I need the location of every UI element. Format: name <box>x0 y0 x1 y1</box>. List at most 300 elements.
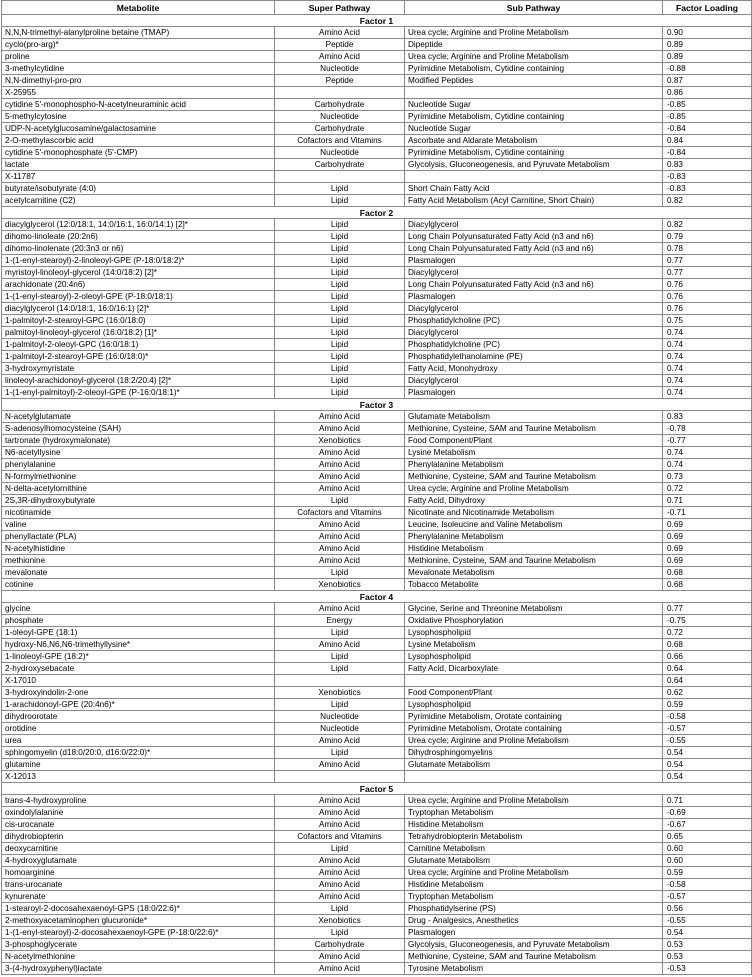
sub-pathway-cell: Glutamate Metabolism <box>405 411 663 423</box>
metabolite-cell: 1-palmitoyl-2-oleoyl-GPC (16:0/18:1) <box>2 339 275 351</box>
table-row <box>2 615 752 627</box>
sub-pathway-cell: Pyrimidine Metabolism, Orotate containing <box>405 723 663 735</box>
table-row <box>2 699 752 711</box>
factor-loading-cell: 0.68 <box>663 639 752 651</box>
metabolite-cell: sphingomyelin (d18:0/20:0, d16:0/22:0)* <box>2 747 275 759</box>
metabolite-cell: 2-hydroxysebacate <box>2 663 275 675</box>
super-pathway-cell: Amino Acid <box>275 543 405 555</box>
factor-loading-cell: 0.86 <box>663 87 752 99</box>
table-row <box>2 603 752 615</box>
sub-pathway-cell: Glycine, Serine and Threonine Metabolism <box>405 603 663 615</box>
super-pathway-cell: Amino Acid <box>275 483 405 495</box>
metabolite-cell: N6-acetyllysine <box>2 447 275 459</box>
metabolite-cell: 1-(1-enyl-stearoyl)-2-linoleoyl-GPE (P-18:0/18:2)* <box>2 255 275 267</box>
super-pathway-cell: Xenobiotics <box>275 579 405 591</box>
table-row <box>2 75 752 87</box>
sub-pathway-cell: Long Chain Polyunsaturated Fatty Acid (n3 and n6) <box>405 243 663 255</box>
super-pathway-cell: Amino Acid <box>275 807 405 819</box>
factor-loading-cell: -0.71 <box>663 507 752 519</box>
factor-group-title: Factor 4 <box>2 591 752 603</box>
factor-loading-cell: 0.77 <box>663 255 752 267</box>
metabolite-cell: acetylcarnitine (C2) <box>2 195 275 207</box>
sub-pathway-cell: Urea cycle; Arginine and Proline Metabolism <box>405 27 663 39</box>
col-header-super-pathway: Super Pathway <box>275 1 405 15</box>
metabolite-cell: phenylalanine <box>2 459 275 471</box>
factor-loading-cell: 0.71 <box>663 795 752 807</box>
factor-loading-cell: 0.71 <box>663 495 752 507</box>
table-row <box>2 915 752 927</box>
factor-loading-cell: -0.69 <box>663 807 752 819</box>
metabolite-cell: proline <box>2 51 275 63</box>
factor-loading-cell: 0.74 <box>663 363 752 375</box>
factor-loading-cell: 0.64 <box>663 675 752 687</box>
super-pathway-cell: Lipid <box>275 351 405 363</box>
sub-pathway-cell: Fatty Acid, Monohydroxy <box>405 363 663 375</box>
super-pathway-cell <box>275 87 405 99</box>
super-pathway-cell: Lipid <box>275 843 405 855</box>
factor-loading-cell: 0.69 <box>663 519 752 531</box>
super-pathway-cell: Lipid <box>275 927 405 939</box>
sub-pathway-cell: Oxidative Phosphorylation <box>405 615 663 627</box>
sub-pathway-cell: Glutamate Metabolism <box>405 759 663 771</box>
super-pathway-cell: Nucleotide <box>275 711 405 723</box>
factor-loading-cell: 0.74 <box>663 339 752 351</box>
super-pathway-cell: Lipid <box>275 183 405 195</box>
table-row <box>2 531 752 543</box>
sub-pathway-cell: Fatty Acid, Dicarboxylate <box>405 663 663 675</box>
super-pathway-cell: Amino Acid <box>275 603 405 615</box>
metabolite-cell: N,N,N-trimethyl-alanylproline betaine (TMAP) <box>2 27 275 39</box>
sub-pathway-cell: Plasmalogen <box>405 291 663 303</box>
metabolite-cell: diacylglycerol (14:0/18:1, 16:0/16:1) [2]* <box>2 303 275 315</box>
factor-loading-table <box>1 0 752 975</box>
factor-loading-cell: -0.53 <box>663 963 752 975</box>
super-pathway-cell: Lipid <box>275 339 405 351</box>
factor-loading-cell: 0.66 <box>663 651 752 663</box>
sub-pathway-cell: Diacylglycerol <box>405 267 663 279</box>
sub-pathway-cell: Phosphatidylcholine (PC) <box>405 339 663 351</box>
metabolite-cell: 1-(1-enyl-palmitoyl)-2-oleoyl-GPE (P-16:0/18:1)* <box>2 387 275 399</box>
super-pathway-cell: Amino Acid <box>275 759 405 771</box>
metabolite-cell: dihomo-linoleate (20:2n6) <box>2 231 275 243</box>
factor-loading-cell: -0.84 <box>663 123 752 135</box>
super-pathway-cell: Nucleotide <box>275 63 405 75</box>
sub-pathway-cell: Lysophospholipid <box>405 699 663 711</box>
table-row <box>2 303 752 315</box>
super-pathway-cell: Peptide <box>275 39 405 51</box>
super-pathway-cell: Lipid <box>275 195 405 207</box>
table-row <box>2 351 752 363</box>
super-pathway-cell: Lipid <box>275 387 405 399</box>
factor-loading-cell: -0.88 <box>663 63 752 75</box>
sub-pathway-cell: Fatty Acid, Dihydroxy <box>405 495 663 507</box>
table-row <box>2 759 752 771</box>
factor-loading-cell: -0.84 <box>663 147 752 159</box>
table-row <box>2 663 752 675</box>
factor-loading-cell: 0.74 <box>663 351 752 363</box>
metabolite-cell: 3-methylcytidine <box>2 63 275 75</box>
super-pathway-cell: Lipid <box>275 279 405 291</box>
super-pathway-cell: Lipid <box>275 363 405 375</box>
table-row <box>2 951 752 963</box>
metabolite-cell: trans-4-hydroxyproline <box>2 795 275 807</box>
sub-pathway-cell: Plasmalogen <box>405 387 663 399</box>
sub-pathway-cell <box>405 171 663 183</box>
super-pathway-cell: Amino Acid <box>275 459 405 471</box>
metabolite-cell: cyclo(pro-arg)* <box>2 39 275 51</box>
factor-loading-cell: 0.87 <box>663 75 752 87</box>
metabolite-cell: glutamine <box>2 759 275 771</box>
super-pathway-cell: Amino Acid <box>275 819 405 831</box>
factor-loading-cell: 0.76 <box>663 303 752 315</box>
sub-pathway-cell: Nucleotide Sugar <box>405 99 663 111</box>
factor-loading-cell: -0.57 <box>663 723 752 735</box>
table-row <box>2 411 752 423</box>
metabolite-cell: linoleoyl-arachidonoyl-glycerol (18:2/20:4) [2]* <box>2 375 275 387</box>
metabolite-cell: X-12013 <box>2 771 275 783</box>
sub-pathway-cell: Leucine, Isoleucine and Valine Metabolism <box>405 519 663 531</box>
super-pathway-cell: Lipid <box>275 651 405 663</box>
factor-loading-cell: 0.74 <box>663 327 752 339</box>
table-row <box>2 195 752 207</box>
super-pathway-cell: Lipid <box>275 495 405 507</box>
metabolite-cell: nicotinamide <box>2 507 275 519</box>
factor-loading-cell: -0.75 <box>663 615 752 627</box>
factor-loading-cell: 0.59 <box>663 867 752 879</box>
factor-loading-cell: -0.85 <box>663 99 752 111</box>
factor-loading-cell: 0.69 <box>663 555 752 567</box>
super-pathway-cell: Amino Acid <box>275 867 405 879</box>
super-pathway-cell: Amino Acid <box>275 411 405 423</box>
factor-loading-cell: -0.55 <box>663 735 752 747</box>
metabolite-cell: 1-oleoyl-GPE (18:1) <box>2 627 275 639</box>
factor-group-title: Factor 2 <box>2 207 752 219</box>
super-pathway-cell: Amino Acid <box>275 51 405 63</box>
table-row <box>2 939 752 951</box>
metabolite-cell: UDP-N-acetylglucosamine/galactosamine <box>2 123 275 135</box>
sub-pathway-cell: Tyrosine Metabolism <box>405 963 663 975</box>
metabolite-cell: X-25955 <box>2 87 275 99</box>
super-pathway-cell: Carbohydrate <box>275 159 405 171</box>
super-pathway-cell: Nucleotide <box>275 111 405 123</box>
table-row <box>2 831 752 843</box>
super-pathway-cell: Amino Acid <box>275 879 405 891</box>
metabolite-cell: dihydroorotate <box>2 711 275 723</box>
table-row <box>2 111 752 123</box>
metabolite-cell: cotinine <box>2 579 275 591</box>
sub-pathway-cell: Drug - Analgesics, Anesthetics <box>405 915 663 927</box>
sub-pathway-cell: Short Chain Fatty Acid <box>405 183 663 195</box>
super-pathway-cell: Amino Acid <box>275 795 405 807</box>
super-pathway-cell: Lipid <box>275 231 405 243</box>
table-row <box>2 471 752 483</box>
col-header-factor-loading: Factor Loading <box>663 1 752 15</box>
table-row <box>2 39 752 51</box>
table-row <box>2 315 752 327</box>
sub-pathway-cell: Histidine Metabolism <box>405 819 663 831</box>
factor-loading-cell: -0.83 <box>663 183 752 195</box>
factor-loading-cell: -0.55 <box>663 915 752 927</box>
metabolite-cell: methionine <box>2 555 275 567</box>
table-row <box>2 519 752 531</box>
super-pathway-cell: Amino Acid <box>275 27 405 39</box>
factor-group-header <box>2 783 752 795</box>
sub-pathway-cell: Phenylalanine Metabolism <box>405 531 663 543</box>
factor-group-header <box>2 591 752 603</box>
table-row <box>2 567 752 579</box>
super-pathway-cell: Amino Acid <box>275 447 405 459</box>
metabolite-cell: S-adenosylhomocysteine (SAH) <box>2 423 275 435</box>
table-row <box>2 375 752 387</box>
super-pathway-cell: Amino Acid <box>275 963 405 975</box>
factor-loading-cell: 0.56 <box>663 903 752 915</box>
table-row <box>2 171 752 183</box>
table-row <box>2 891 752 903</box>
metabolite-cell: phenyllactate (PLA) <box>2 531 275 543</box>
metabolite-cell: valine <box>2 519 275 531</box>
sub-pathway-cell: Long Chain Polyunsaturated Fatty Acid (n3 and n6) <box>405 231 663 243</box>
factor-loading-cell: 0.72 <box>663 483 752 495</box>
factor-loading-cell: 0.83 <box>663 159 752 171</box>
table-row <box>2 687 752 699</box>
sub-pathway-cell: Urea cycle; Arginine and Proline Metabolism <box>405 795 663 807</box>
table-row <box>2 147 752 159</box>
super-pathway-cell: Xenobiotics <box>275 687 405 699</box>
metabolite-cell: 3-phosphoglycerate <box>2 939 275 951</box>
sub-pathway-cell: Tryptophan Metabolism <box>405 891 663 903</box>
metabolite-cell: 2-methoxyacetaminophen glucuronide* <box>2 915 275 927</box>
super-pathway-cell: Cofactors and Vitamins <box>275 831 405 843</box>
metabolite-cell: N,N-dimethyl-pro-pro <box>2 75 275 87</box>
sub-pathway-cell: Lysine Metabolism <box>405 639 663 651</box>
table-row <box>2 543 752 555</box>
metabolite-cell: N-acetylmethionine <box>2 951 275 963</box>
table-row <box>2 819 752 831</box>
table-row <box>2 927 752 939</box>
metabolite-cell: 1-palmitoyl-2-stearoyl-GPE (16:0/18:0)* <box>2 351 275 363</box>
table-row <box>2 63 752 75</box>
metabolite-cell: cis-urocanate <box>2 819 275 831</box>
table-row <box>2 903 752 915</box>
metabolite-cell: palmitoyl-linoleoyl-glycerol (16:0/18:2) [1]* <box>2 327 275 339</box>
table-row <box>2 51 752 63</box>
super-pathway-cell: Amino Acid <box>275 891 405 903</box>
table-row <box>2 255 752 267</box>
metabolite-cell: 1-(1-enyl-stearoyl)-2-docosahexaenoyl-GPE (P-18:0/22:6)* <box>2 927 275 939</box>
sub-pathway-cell: Fatty Acid Metabolism (Acyl Carnitine, Short Chain) <box>405 195 663 207</box>
table-row <box>2 219 752 231</box>
super-pathway-cell: Cofactors and Vitamins <box>275 135 405 147</box>
factor-loading-cell: 0.68 <box>663 579 752 591</box>
metabolite-cell: deoxycarnitine <box>2 843 275 855</box>
metabolite-cell: X-17010 <box>2 675 275 687</box>
table-row <box>2 627 752 639</box>
table-row <box>2 123 752 135</box>
sub-pathway-cell: Urea cycle; Arginine and Proline Metabolism <box>405 51 663 63</box>
super-pathway-cell: Nucleotide <box>275 147 405 159</box>
table-row <box>2 99 752 111</box>
factor-loading-cell: 0.76 <box>663 279 752 291</box>
super-pathway-cell: Amino Acid <box>275 855 405 867</box>
metabolite-cell: 1-linoleoyl-GPE (18:2)* <box>2 651 275 663</box>
sub-pathway-cell: Methionine, Cysteine, SAM and Taurine Metabolism <box>405 423 663 435</box>
metabolite-cell: 5-methylcytosine <box>2 111 275 123</box>
super-pathway-cell: Lipid <box>275 699 405 711</box>
sub-pathway-cell: Phosphatidylethanolamine (PE) <box>405 351 663 363</box>
super-pathway-cell: Cofactors and Vitamins <box>275 507 405 519</box>
metabolite-cell: 4-hydroxyglutamate <box>2 855 275 867</box>
factor-loading-cell: 0.74 <box>663 387 752 399</box>
metabolite-cell: homoarginine <box>2 867 275 879</box>
metabolite-cell: glycine <box>2 603 275 615</box>
factor-loading-cell: 0.62 <box>663 687 752 699</box>
factor-loading-cell: 0.79 <box>663 231 752 243</box>
table-row <box>2 387 752 399</box>
sub-pathway-cell: Histidine Metabolism <box>405 879 663 891</box>
factor-loading-cell: 0.69 <box>663 543 752 555</box>
factor-loading-cell: 0.77 <box>663 267 752 279</box>
metabolite-cell: 1-palmitoyl-2-stearoyl-GPC (16:0/18:0) <box>2 315 275 327</box>
sub-pathway-cell: Ascorbate and Aldarate Metabolism <box>405 135 663 147</box>
sub-pathway-cell: Urea cycle; Arginine and Proline Metabolism <box>405 867 663 879</box>
metabolite-cell: cytidine 5'-monophospho-N-acetylneuraminic acid <box>2 99 275 111</box>
factor-loading-cell: 0.83 <box>663 411 752 423</box>
metabolite-cell: dihomo-linolenate (20:3n3 or n6) <box>2 243 275 255</box>
sub-pathway-cell: Plasmalogen <box>405 927 663 939</box>
metabolite-cell: 3-hydroxyindolin-2-one <box>2 687 275 699</box>
factor-group-title: Factor 5 <box>2 783 752 795</box>
table-row <box>2 771 752 783</box>
table-row <box>2 723 752 735</box>
metabolite-cell: urea <box>2 735 275 747</box>
super-pathway-cell: Lipid <box>275 291 405 303</box>
table-row <box>2 843 752 855</box>
table-row <box>2 27 752 39</box>
metabolite-cell: N-acetylhistidine <box>2 543 275 555</box>
metabolite-cell: phosphate <box>2 615 275 627</box>
super-pathway-cell: Lipid <box>275 327 405 339</box>
factor-loading-cell: 0.73 <box>663 471 752 483</box>
sub-pathway-cell: Glycolysis, Gluconeogenesis, and Pyruvate Metabolism <box>405 939 663 951</box>
super-pathway-cell: Amino Acid <box>275 423 405 435</box>
super-pathway-cell: Lipid <box>275 627 405 639</box>
super-pathway-cell: Amino Acid <box>275 531 405 543</box>
factor-loading-cell: 0.54 <box>663 747 752 759</box>
metabolite-cell: arachidonate (20:4n6) <box>2 279 275 291</box>
sub-pathway-cell: Long Chain Polyunsaturated Fatty Acid (n3 and n6) <box>405 279 663 291</box>
table-row <box>2 651 752 663</box>
table-row <box>2 267 752 279</box>
sub-pathway-cell: Plasmalogen <box>405 255 663 267</box>
header-row <box>2 1 752 15</box>
sub-pathway-cell <box>405 771 663 783</box>
table-row <box>2 135 752 147</box>
sub-pathway-cell: Modified Peptides <box>405 75 663 87</box>
table-row <box>2 555 752 567</box>
table-row <box>2 483 752 495</box>
factor-group-header <box>2 207 752 219</box>
metabolite-cell: N-delta-acetylornithine <box>2 483 275 495</box>
sub-pathway-cell: Glycolysis, Gluconeogenesis, and Pyruvate Metabolism <box>405 159 663 171</box>
metabolite-cell: dihydrobiopterin <box>2 831 275 843</box>
factor-loading-cell: -0.78 <box>663 423 752 435</box>
super-pathway-cell: Lipid <box>275 255 405 267</box>
super-pathway-cell: Nucleotide <box>275 723 405 735</box>
factor-loading-cell: -0.83 <box>663 171 752 183</box>
factor-loading-cell: -0.85 <box>663 111 752 123</box>
table-row <box>2 795 752 807</box>
super-pathway-cell: Lipid <box>275 567 405 579</box>
super-pathway-cell: Carbohydrate <box>275 123 405 135</box>
sub-pathway-cell: Methionine, Cysteine, SAM and Taurine Metabolism <box>405 555 663 567</box>
sub-pathway-cell: Phosphatidylserine (PS) <box>405 903 663 915</box>
table-row <box>2 867 752 879</box>
factor-loading-cell: 0.59 <box>663 699 752 711</box>
metabolite-cell: 2S,3R-dihydroxybutyrate <box>2 495 275 507</box>
table-row <box>2 183 752 195</box>
metabolite-cell: 1-stearoyl-2-docosahexaenoyl-GPS (18:0/22:6)* <box>2 903 275 915</box>
factor-group-header <box>2 399 752 411</box>
super-pathway-cell: Lipid <box>275 315 405 327</box>
sub-pathway-cell: Glutamate Metabolism <box>405 855 663 867</box>
table-row <box>2 459 752 471</box>
super-pathway-cell: Lipid <box>275 903 405 915</box>
metabolite-cell: N-formylmethionine <box>2 471 275 483</box>
sub-pathway-cell: Phenylalanine Metabolism <box>405 459 663 471</box>
metabolite-cell: kynurenate <box>2 891 275 903</box>
factor-group-title: Factor 3 <box>2 399 752 411</box>
table-row <box>2 447 752 459</box>
table-row <box>2 231 752 243</box>
metabolite-cell: diacylglycerol (12:0/18:1, 14:0/16:1, 16:0/14:1) [2]* <box>2 219 275 231</box>
col-header-metabolite: Metabolite <box>2 1 275 15</box>
factor-loading-cell: 0.74 <box>663 447 752 459</box>
factor-loading-cell: 0.74 <box>663 459 752 471</box>
sub-pathway-cell: Tryptophan Metabolism <box>405 807 663 819</box>
sub-pathway-cell <box>405 87 663 99</box>
super-pathway-cell <box>275 771 405 783</box>
factor-loading-cell: -0.58 <box>663 879 752 891</box>
sub-pathway-cell: Lysophospholipid <box>405 651 663 663</box>
metabolite-cell: X-11787 <box>2 171 275 183</box>
metabolite-cell: 1-(1-enyl-stearoyl)-2-oleoyl-GPE (P-18:0/18:1) <box>2 291 275 303</box>
sub-pathway-cell: Pyrimidine Metabolism, Orotate containing <box>405 711 663 723</box>
factor-loading-cell: 0.65 <box>663 831 752 843</box>
factor-loading-cell: 0.75 <box>663 315 752 327</box>
sub-pathway-cell: Dihydrosphingomyelins <box>405 747 663 759</box>
sub-pathway-cell: Pyrimidine Metabolism, Cytidine containing <box>405 63 663 75</box>
metabolite-cell: 3-(4-hydroxyphenyl)lactate <box>2 963 275 975</box>
table-row <box>2 711 752 723</box>
sub-pathway-cell: Methionine, Cysteine, SAM and Taurine Metabolism <box>405 951 663 963</box>
sub-pathway-cell: Methionine, Cysteine, SAM and Taurine Metabolism <box>405 471 663 483</box>
factor-loading-cell: -0.67 <box>663 819 752 831</box>
metabolite-cell: lactate <box>2 159 275 171</box>
super-pathway-cell: Xenobiotics <box>275 915 405 927</box>
factor-loading-cell: 0.53 <box>663 951 752 963</box>
super-pathway-cell: Lipid <box>275 747 405 759</box>
factor-loading-cell: 0.54 <box>663 927 752 939</box>
super-pathway-cell: Amino Acid <box>275 735 405 747</box>
table-row <box>2 327 752 339</box>
metabolite-cell: 2-O-methylascorbic acid <box>2 135 275 147</box>
sub-pathway-cell: Tobacco Metabolite <box>405 579 663 591</box>
factor-loading-cell: 0.69 <box>663 531 752 543</box>
sub-pathway-cell: Tetrahydrobiopterin Metabolism <box>405 831 663 843</box>
sub-pathway-cell: Pyrimidine Metabolism, Cytidine containing <box>405 147 663 159</box>
factor-loading-cell: 0.53 <box>663 939 752 951</box>
super-pathway-cell: Lipid <box>275 219 405 231</box>
